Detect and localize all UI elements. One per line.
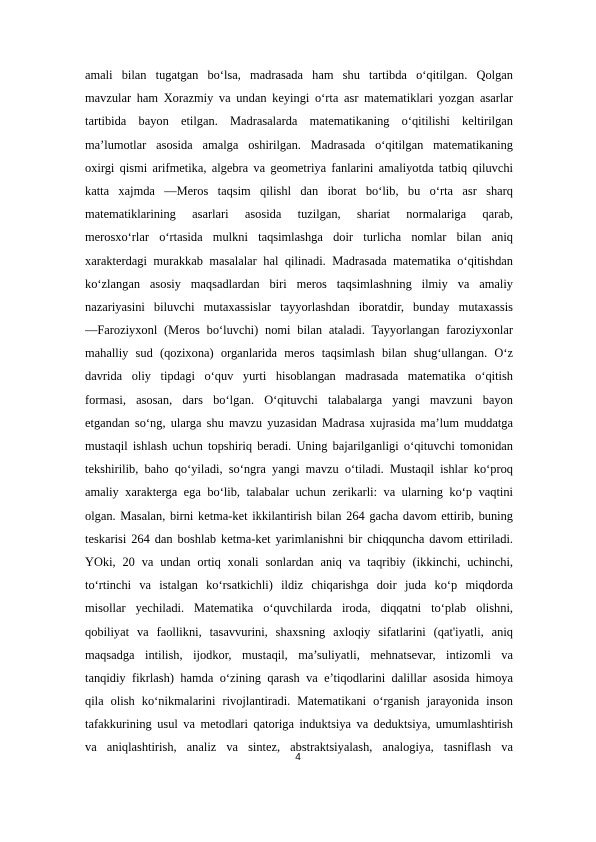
text-line: to‘rtinchi va istalgan ko‘rsatkichli) ildiz chiqarishga doir juda ko‘p miqdorda <box>85 578 513 593</box>
text-line: etgandan so‘ng, ularga shu mavzu yuzasidan Madrasa xujrasida ma’lum muddatga <box>85 415 513 430</box>
text-line: tanqidiy fikrlash) hamda o‘zining qarash va e’tiqodlarini dalillar asosida himoya <box>85 670 513 685</box>
text-line: mustaqil ishlash uchun topshiriq beradi. Uning bajarilganligi o‘qituvchi tomonidan <box>85 439 513 453</box>
text-line: mavzular ham Xorazmiy va undan keyingi o‘rta asr matematiklari yozgan asarlar <box>85 91 513 106</box>
text-line: tekshirilib, baho qo‘yiladi, so‘ngra yangi mavzu o‘tiladi. Mustaqil ishlar ko‘proq <box>85 462 513 477</box>
text-line: matematiklarining asarlari asosida tuzilgan, shariat normalariga qarab, <box>85 207 513 222</box>
page-number: 4 <box>295 752 301 763</box>
text-line: olgan. Masalan, birni ketma-ket ikkilantirish bilan 264 gacha davom ettirib, buning <box>85 508 513 523</box>
text-line: amaliy xarakterga ega bo‘lib, talabalar uchun zerikarli: va ularning ko‘p vaqtini <box>85 485 513 500</box>
text-line: qila olish ko‘nikmalarini rivojlantiradi. Matematikani o‘rganish jarayonida inson <box>85 694 513 709</box>
text-line: davrida oliy tipdagi o‘quv yurti hisoblangan madrasada matematika o‘qitish <box>85 369 513 384</box>
text-line: misollar yechiladi. Matematika o‘quvchilarda iroda, diqqatni to‘plab olishni, <box>85 601 513 616</box>
text-line: ―Faroziyxonl (Meros bo‘luvchi) nomi bilan ataladi. Tayyorlangan faroziyxonlar <box>85 323 513 338</box>
text-line: qobiliyat va faollikni, tasavvurini, shaxsning axloqiy sifatlarini (qat'iyatli, aniq <box>85 624 513 639</box>
text-line: katta xajmda ―Meros taqsim qilishl dan iborat bo‘lib, bu o‘rta asr sharq <box>85 183 513 198</box>
text-line: tartibida bayon etilgan. Madrasalarda matematikaning o‘qitilishi keltirilgan <box>85 114 513 129</box>
text-line: teskarisi 264 dan boshlab ketma-ket yarimlanishni bir chiqquncha davom ettiriladi. <box>85 531 513 546</box>
text-line: ko‘zlangan asosiy maqsadlardan biri meros taqsimlashning ilmiy va amaliy <box>85 276 513 291</box>
text-line: nazariyasini biluvchi mutaxassislar tayyorlashdan iboratdir, bunday mutaxassis <box>85 299 513 314</box>
text-line: formasi, asosan, dars bo‘lgan. O‘qituvchi talabalarga yangi mavzuni bayon <box>85 392 513 407</box>
text-line: xarakterdagi murakkab masalalar hal qilinadi. Madrasada matematika o‘qitishdan <box>85 253 513 268</box>
text-line: ma’lumotlar asosida amalga oshirilgan. Madrasada o‘qitilgan matematikaning <box>85 137 513 152</box>
text-line: oxirgi qismi arifmetika, algebra va geometriya fanlarini amaliyotda tatbiq qiluvchi <box>85 160 513 175</box>
text-line: mahalliy sud (qozixona) organlarida meros taqsimlash bilan shug‘ullangan. O‘z <box>85 346 513 361</box>
text-line: YOki, 20 va undan ortiq xonali sonlardan aniq va taqribiy (ikkinchi, uchinchi, <box>85 554 513 569</box>
text-line: tafakkurining usul va metodlari qatoriga induktsiya va deduktsiya, umumlashtirish <box>85 717 513 732</box>
text-line: maqsadga intilish, ijodkor, mustaqil, ma’suliyatli, mehnatsevar, intizomli va <box>85 647 513 662</box>
text-line: amali bilan tugatgan bo‘lsa, madrasada ham shu tartibda o‘qitilgan. Qolgan <box>85 68 513 82</box>
text-line: merosxo‘rlar o‘rtasida mulkni taqsimlashga doir turlicha nomlar bilan aniq <box>85 230 513 245</box>
document-body <box>85 64 513 760</box>
text-line: va aniqlashtirish, analiz va sintez, abstraktsiyalash, analogiya, tasniflash va <box>85 740 513 755</box>
